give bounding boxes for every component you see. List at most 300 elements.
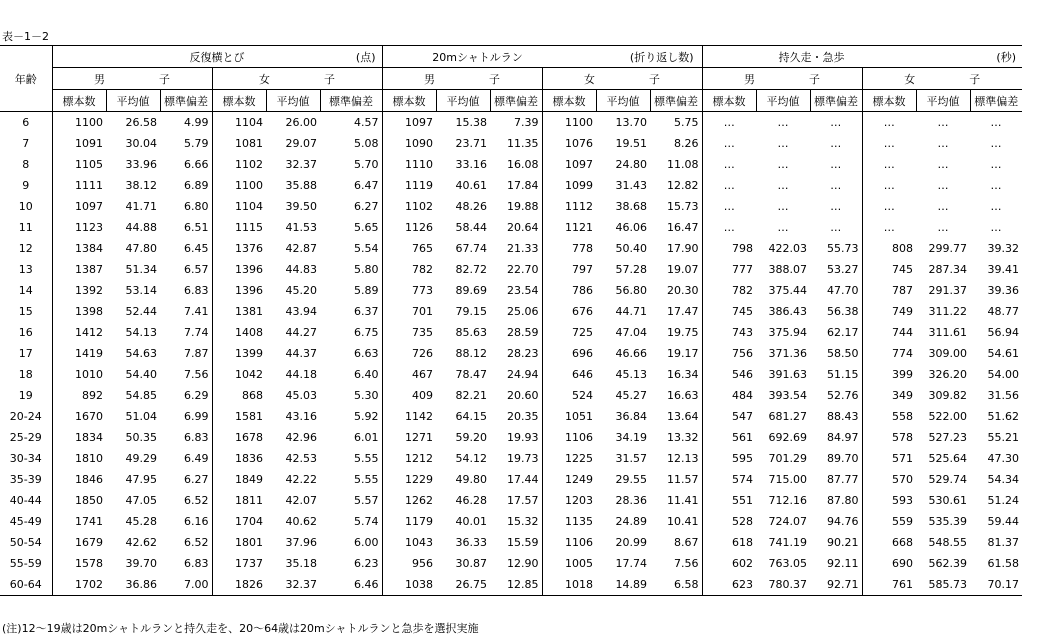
gender-char: 子 — [649, 72, 660, 86]
value-cell: 54.00 — [987, 368, 1019, 381]
value-cell: 375.94 — [768, 326, 807, 339]
value-cell: 28.36 — [615, 494, 647, 507]
value-cell: 741.19 — [768, 536, 807, 549]
footnote: (注)12～19歳は20mシャトルランと持久走を、20～64歳は20mシャトルランと急歩を選択実施 — [2, 622, 479, 635]
value-cell: 42.22 — [285, 473, 317, 486]
value-cell: 44.18 — [285, 368, 317, 381]
value-cell: 287.34 — [928, 263, 967, 276]
subcolumn-header: 標本数 — [542, 90, 596, 112]
gender-char: 女 — [259, 72, 270, 86]
subcolumn-header: 平均値 — [436, 90, 490, 112]
group-unit: (点) — [355, 51, 376, 64]
value-cell: 31.57 — [615, 452, 647, 465]
value-cell: 88.43 — [827, 410, 859, 423]
value-cell: 388.07 — [768, 263, 807, 276]
value-cell: 12.85 — [490, 574, 542, 596]
value-cell: 6.89 — [184, 179, 209, 192]
value-cell: 11.35 — [507, 137, 539, 150]
value-cell: 1106 — [542, 427, 596, 448]
value-cell: 26.75 — [436, 574, 490, 596]
value-cell: 82.21 — [455, 389, 487, 402]
value-cell: 578 — [862, 427, 916, 448]
value-cell: 5.79 — [184, 137, 209, 150]
value-cell: 5.89 — [354, 284, 379, 297]
value-cell: 1396 — [212, 280, 266, 301]
value-cell: … — [702, 217, 756, 238]
value-cell: 1834 — [52, 427, 106, 448]
value-cell: 535.39 — [928, 515, 967, 528]
gender-char: 女 — [904, 72, 916, 86]
gender-char: 子 — [324, 72, 335, 86]
value-cell: 26.00 — [285, 116, 317, 129]
value-cell: 1212 — [382, 448, 436, 469]
value-cell: … — [777, 179, 789, 192]
value-cell: 391.63 — [768, 368, 807, 381]
value-cell: 1097 — [382, 112, 436, 134]
value-cell: … — [990, 200, 1002, 213]
value-cell: 525.64 — [928, 452, 967, 465]
value-cell: 11.08 — [667, 158, 699, 171]
value-cell: 690 — [862, 553, 916, 574]
value-cell: 51.62 — [987, 410, 1019, 423]
age-cell: 55-59 — [9, 557, 42, 570]
value-cell: 5.55 — [354, 452, 379, 465]
value-cell: 1702 — [52, 574, 106, 596]
table-caption: 表－1－2 — [2, 30, 49, 43]
value-cell: 1126 — [382, 217, 436, 238]
value-cell: 47.95 — [125, 473, 157, 486]
age-cell: 12 — [18, 242, 33, 255]
value-cell: 574 — [702, 469, 756, 490]
value-cell: … — [862, 175, 916, 196]
value-cell: 1810 — [52, 448, 106, 469]
value-cell: 61.58 — [987, 557, 1019, 570]
value-cell: 1100 — [542, 112, 596, 134]
value-cell: 14.89 — [596, 574, 650, 596]
value-cell: 349 — [862, 385, 916, 406]
value-cell: 780.37 — [756, 574, 810, 596]
value-cell: 23.71 — [455, 137, 487, 150]
value-cell: 7.56 — [184, 368, 209, 381]
value-cell: 1102 — [212, 154, 266, 175]
value-cell: 51.24 — [987, 494, 1019, 507]
value-cell: 956 — [382, 553, 436, 574]
table-row — [0, 532, 1022, 553]
value-cell: 623 — [702, 574, 756, 596]
value-cell: 774 — [862, 343, 916, 364]
value-cell: 8.26 — [674, 137, 699, 150]
value-cell: 6.37 — [354, 305, 379, 318]
value-cell: 1102 — [382, 196, 436, 217]
value-cell: 595 — [702, 448, 756, 469]
value-cell: 52.76 — [827, 389, 859, 402]
value-cell: 45.03 — [285, 389, 317, 402]
value-cell: … — [777, 158, 789, 171]
value-cell: 29.07 — [285, 137, 317, 150]
value-cell: 17.44 — [507, 473, 539, 486]
value-cell: 1419 — [52, 343, 106, 364]
value-cell: 54.13 — [125, 326, 157, 339]
value-cell: 808 — [862, 238, 916, 259]
value-cell: … — [830, 137, 842, 150]
value-cell: … — [937, 116, 949, 129]
value-cell: 696 — [542, 343, 596, 364]
value-cell: … — [990, 158, 1002, 171]
subcolumn-header: 標準偏差 — [650, 90, 702, 112]
value-cell: 6.46 — [320, 574, 382, 596]
value-cell: 5.80 — [354, 263, 379, 276]
value-cell: 5.92 — [354, 410, 379, 423]
value-cell: … — [937, 200, 949, 213]
value-cell: 375.44 — [768, 284, 807, 297]
value-cell: 48.26 — [455, 200, 487, 213]
value-cell: … — [990, 137, 1002, 150]
value-cell: 1123 — [52, 217, 106, 238]
value-cell: 6.52 — [184, 536, 209, 549]
value-cell: 54.12 — [455, 452, 487, 465]
value-cell: 43.16 — [285, 410, 317, 423]
value-cell: 386.43 — [768, 305, 807, 318]
subcolumn-header: 平均値 — [106, 90, 160, 112]
value-cell: 55.73 — [827, 242, 859, 255]
value-cell: 309.00 — [928, 347, 967, 360]
value-cell: … — [777, 200, 789, 213]
value-cell: 39.36 — [987, 284, 1019, 297]
value-cell: 6.75 — [354, 326, 379, 339]
age-cell: 10 — [18, 200, 33, 213]
subcolumn-header: 標準偏差 — [810, 90, 862, 112]
value-cell: 38.12 — [125, 179, 157, 192]
value-cell: 409 — [382, 385, 436, 406]
value-cell: 59.44 — [987, 515, 1019, 528]
age-cell: 11 — [18, 221, 33, 234]
age-cell: 17 — [18, 347, 33, 360]
value-cell: 56.94 — [987, 326, 1019, 339]
value-cell: 6.16 — [184, 515, 209, 528]
value-cell: 1262 — [382, 490, 436, 511]
value-cell: 528 — [702, 511, 756, 532]
value-cell: 1412 — [52, 322, 106, 343]
value-cell: 777 — [702, 259, 756, 280]
value-cell: 1836 — [212, 448, 266, 469]
subcolumn-header: 平均値 — [596, 90, 650, 112]
value-cell: 6.29 — [184, 389, 209, 402]
value-cell: 1097 — [52, 196, 106, 217]
value-cell: 6.49 — [184, 452, 209, 465]
gender-header-male — [382, 68, 542, 90]
value-cell: 6.00 — [354, 536, 379, 549]
value-cell: … — [777, 221, 789, 234]
value-cell: 1826 — [212, 574, 266, 596]
value-cell: 5.74 — [354, 515, 379, 528]
value-cell: 45.27 — [615, 389, 647, 402]
table-row — [0, 259, 1022, 280]
value-cell: 40.01 — [455, 515, 487, 528]
value-cell: 4.99 — [184, 116, 209, 129]
value-cell: 5.08 — [354, 137, 379, 150]
value-cell: 546 — [702, 364, 756, 385]
value-cell: 53.14 — [125, 284, 157, 297]
value-cell: 46.66 — [615, 347, 647, 360]
value-cell: 79.15 — [455, 305, 487, 318]
value-cell: 40.61 — [455, 179, 487, 192]
value-cell: 676 — [542, 301, 596, 322]
age-cell: 35-39 — [9, 473, 42, 486]
value-cell: 44.88 — [125, 221, 157, 234]
value-cell: 529.74 — [928, 473, 967, 486]
value-cell: 551 — [702, 490, 756, 511]
value-cell: 1119 — [382, 175, 436, 196]
value-cell: 1408 — [212, 322, 266, 343]
value-cell: 1099 — [542, 175, 596, 196]
value-cell: 484 — [702, 385, 756, 406]
value-cell: 52.44 — [125, 305, 157, 318]
value-cell: 89.70 — [827, 452, 859, 465]
value-cell: 725 — [542, 322, 596, 343]
value-cell: 749 — [862, 301, 916, 322]
value-cell: 17.47 — [667, 305, 699, 318]
value-cell: 42.62 — [125, 536, 157, 549]
value-cell: 51.15 — [827, 368, 859, 381]
group-unit: (折り返し数) — [629, 51, 694, 64]
value-cell: 291.37 — [928, 284, 967, 297]
table-row — [0, 112, 1022, 134]
value-cell: 87.77 — [827, 473, 859, 486]
value-cell: 57.28 — [615, 263, 647, 276]
value-cell: 11.41 — [667, 494, 699, 507]
fitness-statistics-table — [0, 45, 1022, 596]
value-cell: 45.28 — [125, 515, 157, 528]
value-cell: 49.80 — [455, 473, 487, 486]
value-cell: 724.07 — [768, 515, 807, 528]
value-cell: 26.58 — [125, 116, 157, 129]
value-cell: 13.70 — [615, 116, 647, 129]
table-row — [0, 574, 1022, 596]
value-cell: 5.75 — [674, 116, 699, 129]
value-cell: 726 — [382, 343, 436, 364]
value-cell: 1398 — [52, 301, 106, 322]
value-cell: 1038 — [382, 574, 436, 596]
value-cell: 16.47 — [667, 221, 699, 234]
value-cell: 6.63 — [354, 347, 379, 360]
value-cell: 59.20 — [455, 431, 487, 444]
value-cell: 786 — [542, 280, 596, 301]
value-cell: 763.05 — [768, 557, 807, 570]
value-cell: 1081 — [212, 133, 266, 154]
table-row — [0, 196, 1022, 217]
value-cell: 51.04 — [125, 410, 157, 423]
value-cell: 13.64 — [667, 410, 699, 423]
value-cell: 46.06 — [615, 221, 647, 234]
value-cell: 32.37 — [266, 574, 320, 596]
value-cell: 7.39 — [514, 116, 539, 129]
subcolumn-header: 標準偏差 — [320, 90, 382, 112]
gender-header-female — [212, 68, 382, 90]
value-cell: 1581 — [212, 406, 266, 427]
value-cell: 326.20 — [928, 368, 967, 381]
value-cell: 6.45 — [184, 242, 209, 255]
value-cell: 24.89 — [615, 515, 647, 528]
value-cell: 1115 — [212, 217, 266, 238]
table-row — [0, 238, 1022, 259]
value-cell: 42.96 — [285, 431, 317, 444]
subcolumn-header: 標準偏差 — [160, 90, 212, 112]
value-cell: 56.38 — [827, 305, 859, 318]
value-cell: 547 — [702, 406, 756, 427]
table-row — [0, 217, 1022, 238]
value-cell: 54.85 — [125, 389, 157, 402]
value-cell: 92.71 — [810, 574, 862, 596]
value-cell: 70.17 — [970, 574, 1022, 596]
value-cell: 39.50 — [285, 200, 317, 213]
age-header: 年齢 — [0, 46, 52, 112]
value-cell: 1010 — [52, 364, 106, 385]
value-cell: 756 — [702, 343, 756, 364]
value-cell: 38.68 — [615, 200, 647, 213]
value-cell: 761 — [862, 574, 916, 596]
value-cell: 56.80 — [615, 284, 647, 297]
value-cell: 571 — [862, 448, 916, 469]
value-cell: 712.16 — [768, 494, 807, 507]
value-cell: 778 — [542, 238, 596, 259]
value-cell: 48.77 — [987, 305, 1019, 318]
value-cell: 39.32 — [987, 242, 1019, 255]
value-cell: 467 — [382, 364, 436, 385]
age-cell: 7 — [22, 137, 30, 150]
value-cell: 5.30 — [354, 389, 379, 402]
value-cell: 28.23 — [507, 347, 539, 360]
table-row — [0, 280, 1022, 301]
value-cell: 33.96 — [125, 158, 157, 171]
value-cell: 16.63 — [667, 389, 699, 402]
value-cell: 1578 — [52, 553, 106, 574]
value-cell: 24.94 — [507, 368, 539, 381]
value-cell: 668 — [862, 532, 916, 553]
age-cell: 25-29 — [9, 431, 42, 444]
gender-char: 子 — [809, 72, 820, 86]
value-cell: 1100 — [52, 112, 106, 134]
value-cell: 1090 — [382, 133, 436, 154]
value-cell: 1846 — [52, 469, 106, 490]
value-cell: 5.54 — [354, 242, 379, 255]
value-cell: 311.61 — [928, 326, 967, 339]
group-name: 20mシャトルラン — [432, 51, 523, 64]
value-cell: 570 — [862, 469, 916, 490]
value-cell: 37.96 — [285, 536, 317, 549]
value-cell: 1111 — [52, 175, 106, 196]
value-cell: 311.22 — [928, 305, 967, 318]
gender-char: 女 — [584, 72, 595, 86]
group-name: 持久走・急歩 — [778, 51, 845, 64]
value-cell: 765 — [382, 238, 436, 259]
value-cell: 53.27 — [827, 263, 859, 276]
value-cell: 6.23 — [354, 557, 379, 570]
value-cell: 561 — [702, 427, 756, 448]
value-cell: … — [937, 179, 949, 192]
value-cell: 62.17 — [827, 326, 859, 339]
value-cell: 618 — [702, 532, 756, 553]
table-row — [0, 448, 1022, 469]
table-row — [0, 490, 1022, 511]
value-cell: 1179 — [382, 511, 436, 532]
value-cell: 47.05 — [125, 494, 157, 507]
gender-char: 男 — [744, 72, 755, 86]
value-cell: 6.40 — [354, 368, 379, 381]
value-cell: 1104 — [212, 112, 266, 134]
value-cell: 798 — [702, 238, 756, 259]
value-cell: 1104 — [212, 196, 266, 217]
value-cell: 5.65 — [354, 221, 379, 234]
table-row — [0, 175, 1022, 196]
value-cell: 17.74 — [615, 557, 647, 570]
value-cell: 24.80 — [615, 158, 647, 171]
value-cell: 34.19 — [615, 431, 647, 444]
value-cell: 1849 — [212, 469, 266, 490]
value-cell: … — [702, 154, 756, 175]
gender-header-female — [862, 68, 1022, 90]
value-cell: 1106 — [542, 532, 596, 553]
gender-header-male — [702, 68, 862, 90]
value-cell: 47.70 — [827, 284, 859, 297]
value-cell: 1229 — [382, 469, 436, 490]
value-cell: 602 — [702, 553, 756, 574]
value-cell: 745 — [862, 259, 916, 280]
value-cell: 422.03 — [768, 242, 807, 255]
value-cell: 6.83 — [184, 431, 209, 444]
value-cell: 47.30 — [987, 452, 1019, 465]
value-cell: 64.15 — [455, 410, 487, 423]
gender-header-male — [52, 68, 212, 90]
value-cell: 892 — [52, 385, 106, 406]
value-cell: 58.50 — [827, 347, 859, 360]
age-cell: 9 — [22, 179, 30, 192]
table-row — [0, 427, 1022, 448]
group-header-shuttle-run — [382, 46, 702, 68]
value-cell: 13.32 — [667, 431, 699, 444]
age-cell: 20-24 — [9, 410, 42, 423]
value-cell: 19.88 — [507, 200, 539, 213]
value-cell: 735 — [382, 322, 436, 343]
value-cell: 67.74 — [455, 242, 487, 255]
value-cell: 646 — [542, 364, 596, 385]
value-cell: 787 — [862, 280, 916, 301]
value-cell: 744 — [862, 322, 916, 343]
value-cell: 20.64 — [507, 221, 539, 234]
gender-char: 男 — [94, 72, 105, 86]
value-cell: 82.72 — [455, 263, 487, 276]
value-cell: 1381 — [212, 301, 266, 322]
value-cell: 17.57 — [507, 494, 539, 507]
value-cell: 44.27 — [285, 326, 317, 339]
value-cell: 745 — [702, 301, 756, 322]
age-cell: 40-44 — [9, 494, 42, 507]
value-cell: 16.08 — [507, 158, 539, 171]
value-cell: 5.70 — [354, 158, 379, 171]
value-cell: 1670 — [52, 406, 106, 427]
value-cell: … — [937, 158, 949, 171]
value-cell: 89.69 — [455, 284, 487, 297]
value-cell: 558 — [862, 406, 916, 427]
value-cell: 12.13 — [667, 452, 699, 465]
value-cell: 36.33 — [455, 536, 487, 549]
value-cell: 1399 — [212, 343, 266, 364]
table-row — [0, 469, 1022, 490]
value-cell: 1387 — [52, 259, 106, 280]
value-cell: 12.82 — [667, 179, 699, 192]
group-name: 反復横とび — [189, 51, 245, 64]
value-cell: 1121 — [542, 217, 596, 238]
value-cell: 1018 — [542, 574, 596, 596]
